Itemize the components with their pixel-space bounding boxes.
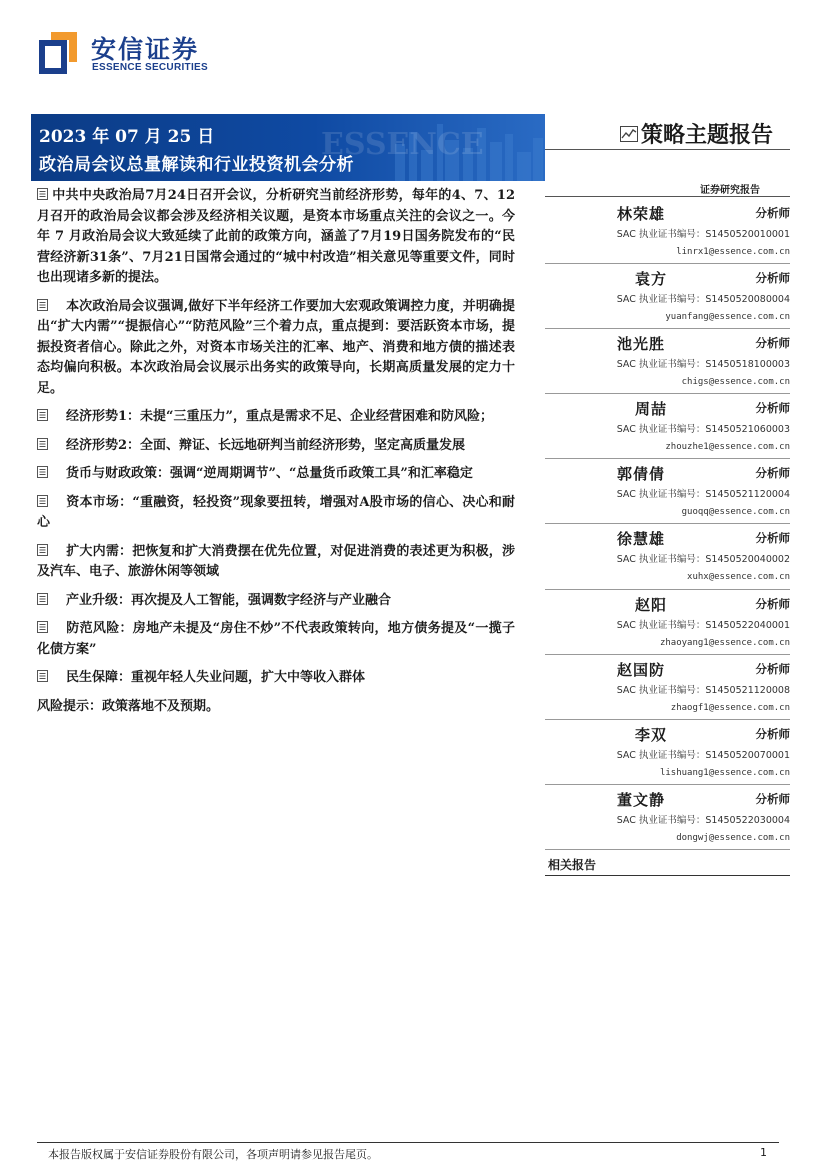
analyst-name: 李双	[635, 725, 668, 744]
summary-paragraph	[37, 591, 515, 612]
doc-bullet-icon	[37, 438, 48, 450]
brand-name-en: ESSENCE SECURITIES	[92, 62, 208, 73]
analyst-sac-number: SAC 执业证书编号：S1450520040002	[616, 554, 790, 566]
analyst-role: 分析师	[755, 401, 790, 416]
analyst-email[interactable]: zhaoyang1@essence.com.cn	[659, 637, 790, 648]
summary-paragraph-text: 货币与财政政策：强调“逆周期调节”、“总量货币政策工具”和汇率稳定	[66, 466, 473, 481]
analyst-name: 赵国防	[617, 660, 666, 679]
analyst-top-divider	[545, 196, 790, 197]
analyst-name: 赵阳	[635, 595, 668, 614]
header-divider	[545, 149, 790, 150]
analyst-email[interactable]: xuhx@essence.com.cn	[687, 572, 790, 583]
analyst-email[interactable]: lishuang1@essence.com.cn	[659, 767, 790, 778]
analyst-email[interactable]: chigs@essence.com.cn	[681, 377, 790, 388]
report-chart-icon	[620, 126, 638, 142]
analyst-card	[545, 394, 790, 459]
summary-column	[37, 186, 515, 725]
doc-bullet-icon	[37, 409, 48, 421]
analyst-sac-number: SAC 执业证书编号：S1450518100003	[616, 359, 790, 371]
doc-bullet-icon	[37, 544, 48, 556]
analyst-name: 周喆	[635, 400, 668, 419]
analyst-sac-number: SAC 执业证书编号：S1450521120004	[616, 489, 790, 501]
summary-paragraph-text: 中共中央政治局7月24日召开会议，分析研究当前经济形势，每年的4、7、12月召开的政治局会议都会涉及经济相关议题，是资本市场重点关注的会议之一。今年 7 月政治局会议大致延续了此前的政策方向，涵盖了7月19日国务院发布的“民营经济新31条”、7月21日国常会通过的“城中村改造”相关意见等重要文件，同时也出现诸多新的提法。	[37, 188, 515, 285]
analyst-sac-number: SAC 执业证书编号：S1450520070001	[616, 749, 790, 761]
summary-paragraph	[37, 542, 515, 583]
analyst-sac-number: SAC 执业证书编号：S1450520080004	[616, 294, 790, 306]
report-type-heading	[620, 118, 773, 149]
analyst-email[interactable]: zhaogf1@essence.com.cn	[670, 702, 790, 713]
analyst-sac-number: SAC 执业证书编号：S1450522030004	[616, 814, 790, 826]
analyst-role: 分析师	[755, 466, 790, 481]
summary-paragraph	[37, 297, 515, 400]
doc-bullet-icon	[37, 188, 48, 200]
related-reports-divider	[545, 875, 790, 876]
analyst-role: 分析师	[755, 271, 790, 286]
title-banner	[31, 114, 545, 181]
essence-logo-icon	[39, 32, 77, 74]
analyst-name: 徐慧雄	[617, 530, 666, 549]
analyst-card	[545, 785, 790, 850]
analyst-card	[545, 720, 790, 785]
analyst-name: 池光胜	[617, 335, 666, 354]
analyst-name: 郭倩倩	[617, 465, 666, 484]
analyst-card	[545, 264, 790, 329]
banner-watermark: ESSENCE	[321, 127, 484, 162]
doc-bullet-icon	[37, 670, 48, 682]
analyst-email[interactable]: linrx1@essence.com.cn	[676, 247, 790, 257]
doc-bullet-icon	[37, 495, 48, 507]
analyst-sac-number: SAC 执业证书编号：S1450521120008	[616, 684, 790, 696]
summary-paragraph-text: 防范风险：房地产未提及“房住不炒”不代表政策转向，地方债务提及“一揽子化债方案”	[37, 621, 515, 657]
summary-paragraph-text: 经济形势2：全面、辩证、长远地研判当前经济形势，坚定高质量发展	[66, 437, 466, 453]
analyst-card	[545, 199, 790, 264]
analyst-email[interactable]: zhouzhe1@essence.com.cn	[665, 442, 790, 453]
analyst-role: 分析师	[755, 791, 790, 806]
analyst-email[interactable]: guoqq@essence.com.cn	[681, 507, 790, 518]
analyst-sac-number: SAC 执业证书编号：S1450520010001	[616, 229, 790, 240]
doc-bullet-icon	[37, 593, 48, 605]
page-number: 1	[760, 1146, 767, 1159]
doc-bullet-icon	[37, 466, 48, 478]
summary-paragraph-text: 本次政治局会议强调,做好下半年经济工作要加大宏观政策调控力度，并明确提出“扩大内需”“提振信心”“防范风险”三个着力点，重点提到：要活跃资本市场，提振投资者信心。除此之外，对资本市场关注的汇率、地产、消费和地方债的描述表态均偏向积极。本次政治局会议展示出务实的政策导向，长期高质量发展的定力十足。	[37, 298, 515, 396]
summary-paragraph	[37, 493, 515, 534]
brand-name-cn: 安信证券	[91, 35, 200, 64]
analyst-role: 分析师	[755, 206, 790, 220]
summary-paragraph	[37, 436, 515, 457]
doc-bullet-icon	[37, 299, 48, 311]
analyst-name: 林荣雄	[617, 205, 666, 223]
analyst-name: 袁方	[635, 270, 668, 289]
analyst-role: 分析师	[755, 336, 790, 351]
summary-paragraph-text: 扩大内需：把恢复和扩大消费摆在优先位置，对促进消费的表述更为积极，涉及汽车、电子、旅游休闲等领域	[37, 543, 515, 579]
summary-paragraph-text: 产业升级：再次提及人工智能，强调数字经济与产业融合	[66, 592, 392, 608]
analyst-list	[545, 199, 790, 850]
report-title: 政治局会议总量解读和行业投资机会分析	[39, 155, 354, 175]
analyst-email[interactable]: yuanfang@essence.com.cn	[665, 312, 790, 323]
analyst-role: 分析师	[755, 531, 790, 546]
risk-note: 风险提示：政策落地不及预期。	[37, 698, 220, 714]
analyst-card	[545, 655, 790, 720]
research-tag: 证券研究报告	[700, 185, 760, 196]
summary-paragraph	[37, 668, 515, 689]
summary-paragraph	[37, 186, 515, 289]
analyst-card	[545, 329, 790, 394]
analyst-sac-number: SAC 执业证书编号：S1450521060003	[616, 424, 790, 436]
analyst-name: 董文静	[617, 790, 666, 809]
summary-paragraph	[37, 407, 515, 428]
analyst-card	[545, 524, 790, 589]
summary-paragraph	[37, 619, 515, 660]
analyst-role: 分析师	[755, 661, 790, 676]
analyst-role: 分析师	[755, 596, 790, 611]
summary-paragraph-text: 资本市场：“重融资，轻投资”现象要扭转，增强对A股市场的信心、决心和耐心	[37, 494, 515, 530]
doc-bullet-icon	[37, 621, 48, 633]
summary-paragraph-text: 经济形势1：未提“三重压力”，重点是需求不足、企业经营困难和防风险；	[66, 409, 494, 424]
summary-paragraph	[37, 464, 515, 485]
related-reports-label: 相关报告	[548, 858, 597, 872]
analyst-card	[545, 459, 790, 524]
footer-disclaimer: 本报告版权属于安信证券股份有限公司，各项声明请参见报告尾页。	[48, 1148, 378, 1161]
analyst-sac-number: SAC 执业证书编号：S1450522040001	[616, 619, 790, 631]
analyst-card	[545, 590, 790, 655]
report-type-label: 策略主题报告	[641, 122, 774, 148]
summary-paragraph-text: 民生保障：重视年轻人失业问题，扩大中等收入群体	[66, 670, 366, 685]
report-date: 2023 年 07 月 25 日	[39, 127, 215, 147]
analyst-email[interactable]: dongwj@essence.com.cn	[676, 832, 790, 843]
footer-divider	[37, 1142, 779, 1143]
analyst-role: 分析师	[755, 726, 790, 741]
